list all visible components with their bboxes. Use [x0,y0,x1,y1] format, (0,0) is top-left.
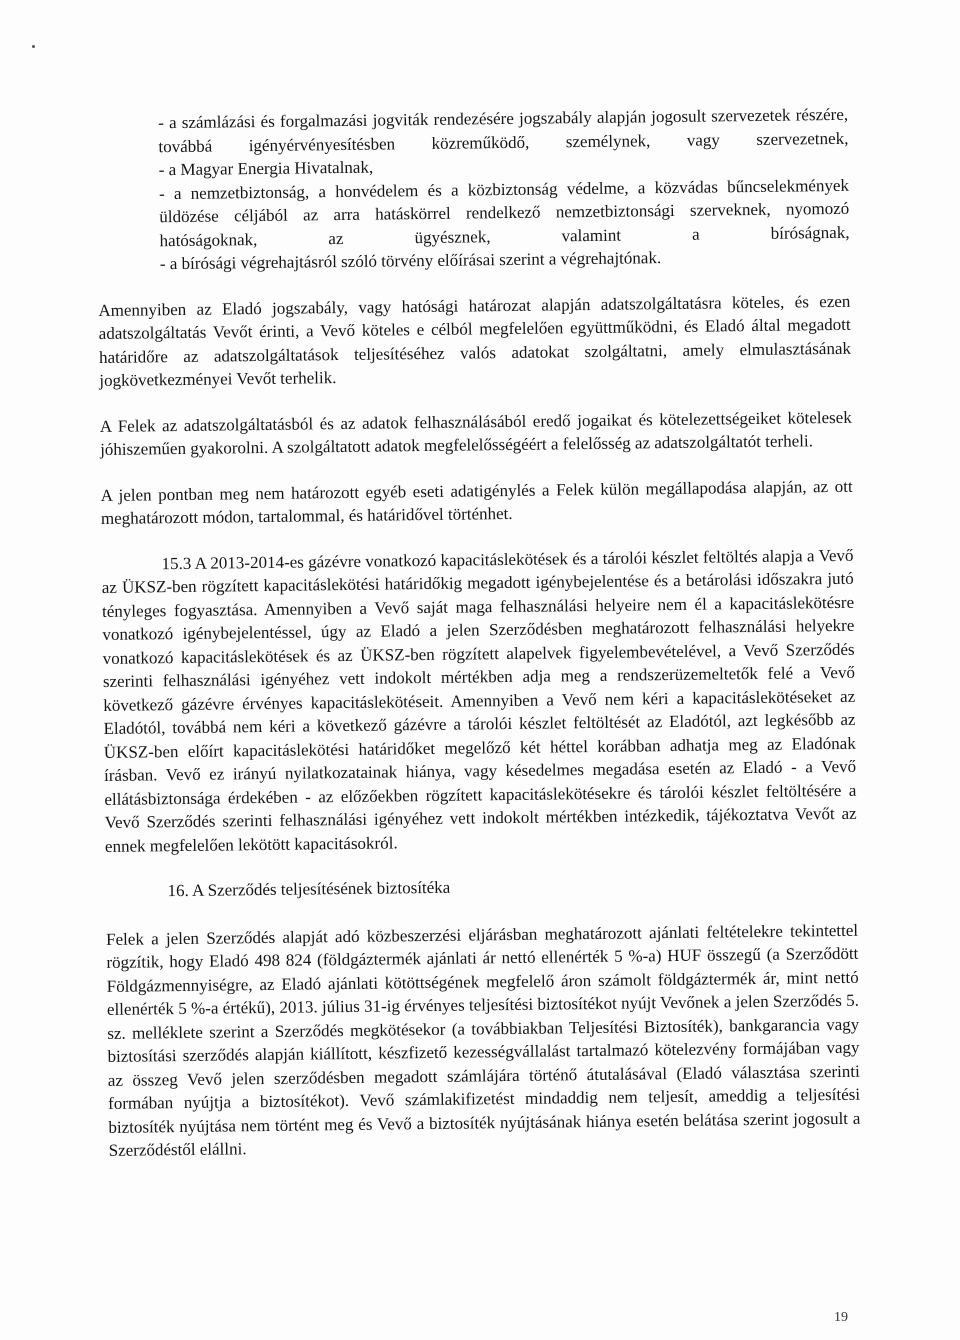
list-item: - a bírósági végrehajtásról szóló törvény előírásai szerint a végrehajtónak. [159,248,662,274]
paragraph-guarantee: Felek a jelen Szerződés alapját adó közbeszerzési eljárásban meghatározott ajánlati feltételekre tekintettel rögzítik, hogy Eladó 498 824 (földgáztermék ajánlati ár nettó ellenérték 5 %-a) HUF összegű (a Szerződött Földgázmennyiségre, az Eladó ajánlati kötöttségének megfelelő áron számolt földgáztermék ár, mint nettó ellenérték 5 %-a értékű), 2013. július 31-ig érvényes teljesítési biztosítékot nyújt Vevőnek a jelen Szerződés 5. sz. melléklete szerint a Szerződés megkötésekor (a továbbiakban Teljesítési Biztosíték), bankgarancia vagy biztosítási szerződés alapján kiállított, készfizető kezességvállalást tartalmazó kötelezvény formájában vagy az összeg Vevő jelen szerződésben megadott számlájára történő átutalásával (Eladó választása szerinti formában nyújtja a biztosítékot). Vevő számlakifizetést mindaddig nem teljesít, ameddig a teljesítési biztosíték nyújtása nem történt meg és Vevő a biztosíték nyújtásának hiánya esetén belátása szerint jogosult a Szerződéstől elállni. [105,920,861,1160]
paragraph-data-obligation: Amennyiben az Eladó jogszabály, vagy hatósági határozat alapján adatszolgáltatásra köteles, és ezen adatszolgáltatás Vevőt érinti, a Vevő köteles e célból megfelelően együttműködni, és Eladó által megadott határidőre az adatszolgáltatások teljesítéséhez valós adatokat szolgáltatni, amely elmulasztásának jogkövetkezményei Vevőt terhelik. [98,291,852,390]
paragraph-rights: A Felek az adatszolgáltatásból és az adatok felhasználásából eredő jogaikat és kötelezettségeiket kötelesek jóhiszeműen gyakorolni. A szolgáltatott adatok megfelelősségéért a felelősség az adatszolgáltatót terheli. [99,407,852,459]
paragraph-data-requests: A jelen pontban meg nem határozott egyéb eseti adatigénylés a Felek külön megállapodása alapján, az ott meghatározott módon, tartalommal, és határidővel történhet. [100,476,853,528]
recipient-list [158,103,850,276]
page-number: 19 [834,1310,848,1325]
list-item: - a Magyar Energia Hivatalnak, [158,157,374,180]
scan-speck [32,45,35,48]
paragraph-15-3: 15.3 A 2013-2014-es gázévre vonatkozó kapacitáslekötések és a tárolói készlet feltöltés alapja a Vevő az ÜKSZ-ben rögzített kapacitáslekötési határidőkig megadott igénybejelentése és a betárolási időszakra jutó tényleges fogyasztása. Amennyiben a Vevő saját maga felhasználási helyeire nem él a kapacitáslekötésre vonatkozó igénybejelentéssel, úgy az Eladó a jelen Szerződésben meghatározott felhasználási helyekre vonatkozó kapacitáslekötések és az ÜKSZ-ben rögzített alapelvek figyelembevételével, a Vevő Szerződés szerinti felhasználási igényéhez vett indokolt mértékben adja meg a rendszerüzemeltetők felé a Vevő következő gázévre érvényes kapacitáslekötéseit. Amennyiben a Vevő nem kéri a kapacitáslekötéseket az Eladótól, továbbá nem kéri a következő gázévre a tárolói készlet feltöltését az Eladótól, azt legkésőbb az ÜKSZ-ben előírt kapacitáslekötési határidőket megelőző két héttel korábban adhatja meg az Eladónak írásban. Vevő ez irányú nyilatkozatainak hiánya, vagy késedelmes megadása esetén az Eladó - a Vevő ellátásbiztonsága érdekében - az előzőekben rögzített kapacitáslekötésekre és tárolói készlet feltöltésére a Vevő Szerződés szerinti felhasználási igényéhez vett indokolt mértékben intézkedik, tájékoztatva Vevőt az ennek megfelelően lekötött kapacitásokról. [101,545,857,856]
list-item: - a nemzetbiztonság, a honvédelem és a közbiztonság védelme, a közvádas bűncselekmények üldözése céljából az arra hatáskörrel rendelkező nemzetbiztonsági szerveknek, nyomozó hatóságoknak, az ügyésznek, valamint a bíróságnak, [158,175,850,250]
section-heading-16: 16. A Szerződés teljesítésének biztosítéka [167,877,451,901]
document-body [96,103,861,1185]
list-item: - a számlázási és forgalmazási jogviták rendezésére jogszabály alapján jogosult szervezetek részére, továbbá igényérvényesítésben közreműködő, személynek, vagy szervezetnek, [158,104,849,156]
